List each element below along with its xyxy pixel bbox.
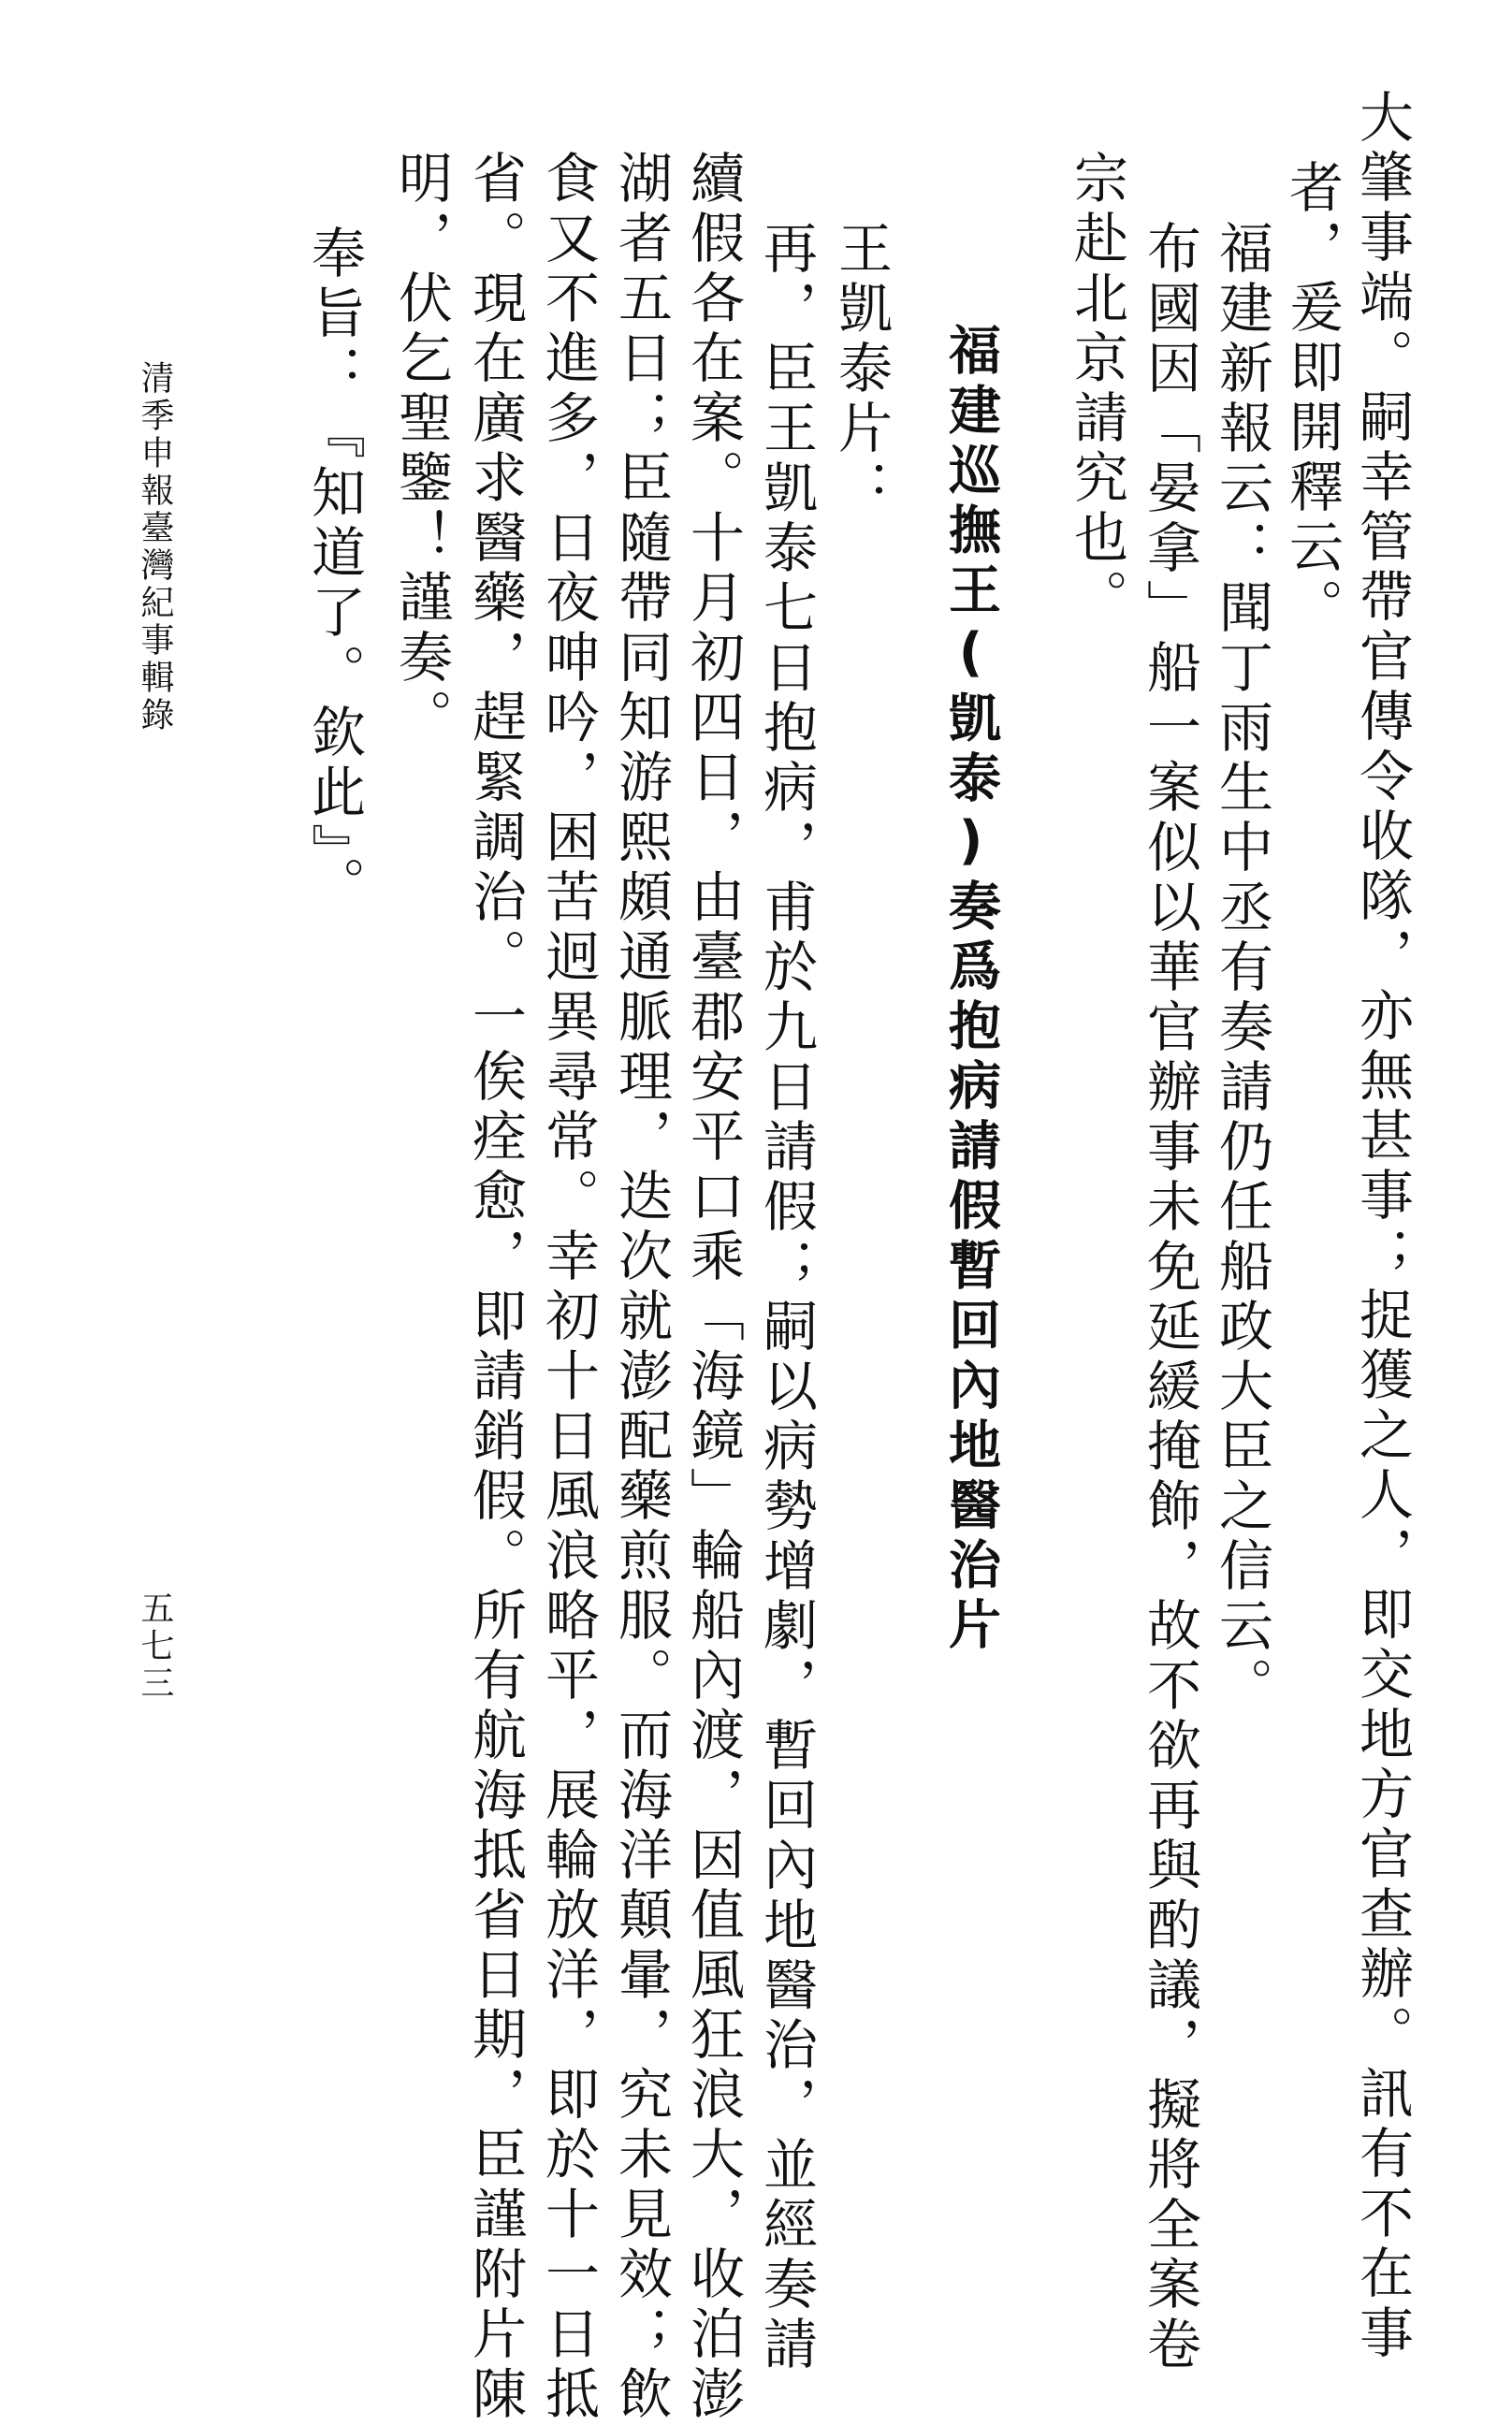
text-column-12: 省。現在廣求醫藥，趕緊調治。一俟痊愈，即請銷假。所有航海抵省日期，臣謹附片陳: [463, 150, 527, 2425]
text-column-3: 福建新報云：聞丁雨生中丞有奏請仍任船政大臣之信云。: [1210, 220, 1273, 1717]
text-column-13: 明，伏乞聖鑒！謹奏。: [389, 150, 453, 748]
text-column-11: 食又不進多，日夜呻吟，困苦迥異尋常。幸初十日風浪略平，展輪放洋，即於十一日抵: [536, 150, 600, 2425]
text-column-1: 大肇事端。嗣幸管帶官傳令收隊，亦無甚事；捉獲之人，即交地方官查辦。訊有不在事: [1350, 89, 1414, 2364]
text-column-7: 王凱泰片：: [829, 220, 893, 519]
text-column-14: 奉旨：『知道了。欽此』。: [302, 225, 366, 916]
page-number: 五七三: [136, 1590, 174, 1703]
text-column-10: 湖者五日；臣隨帶同知游熙頗通脈理，迭次就澎配藥煎服。而海洋顛暈，究未見效；飲: [609, 150, 673, 2425]
section-heading: 福建巡撫王(凱泰)奏爲抱病請假暫回內地醫治片: [940, 323, 1001, 1657]
text-column-8: 再，臣王凱泰七日抱病，甫於九日請假；嗣以病勢增劇，暫回內地醫治，並經奏請: [754, 220, 818, 2375]
text-column-2: 者，爰即開釋云。: [1280, 159, 1344, 638]
book-title: 清季申報臺灣紀事輯錄: [136, 360, 174, 734]
text-column-4: 布國因「晏拿」船一案似以華官辦事未免延緩掩飾，故不欲再與酌議，擬將全案卷: [1138, 220, 1201, 2375]
text-column-5: 宗赴北京請究也。: [1065, 150, 1128, 629]
text-column-9: 續假各在案。十月初四日，由臺郡安平口乘「海鏡」輪船內渡，因值風狂浪大，收泊澎: [681, 150, 745, 2425]
